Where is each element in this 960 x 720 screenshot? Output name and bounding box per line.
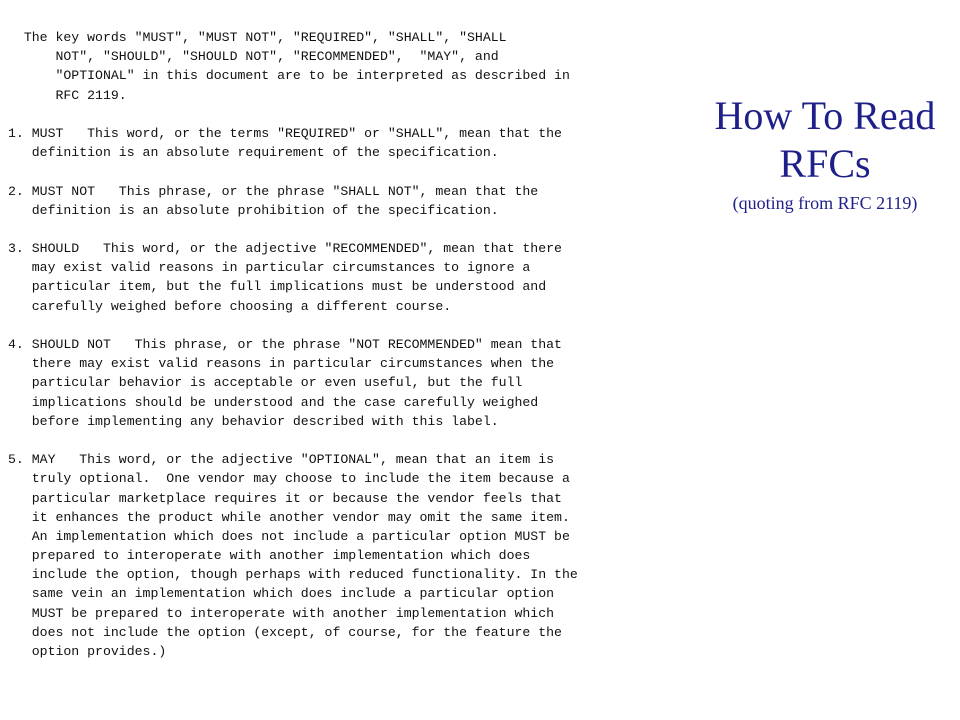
blank-line [8, 162, 718, 181]
blank-line [8, 105, 718, 124]
document-line: include the option, though perhaps with reduced functionality. In the [8, 567, 578, 583]
document-line: 2. MUST NOT This phrase, or the phrase "SHALL NOT", mean that the [8, 183, 539, 199]
document-line: MUST be prepared to interoperate with another implementation which [8, 605, 555, 621]
document-line: may exist valid reasons in particular circumstances to ignore a [8, 260, 531, 276]
rfc-2119-excerpt [8, 28, 718, 661]
document-line: prepared to interoperate with another implementation which does [8, 548, 531, 564]
document-line: 3. SHOULD This word, or the adjective "RECOMMENDED", mean that there [8, 241, 562, 257]
document-line: particular item, but the full implications must be understood and [8, 279, 547, 295]
document-line: particular marketplace requires it or because the vendor feels that [8, 490, 562, 506]
document-line: same vein an implementation which does include a particular option [8, 586, 555, 602]
document-line: NOT", "SHOULD", "SHOULD NOT", "RECOMMENDED", "MAY", and [8, 49, 499, 65]
document-line: implications should be understood and the case carefully weighed [8, 394, 539, 410]
blank-line [8, 316, 718, 335]
document-line: truly optional. One vendor may choose to include the item because a [8, 471, 570, 487]
document-line: particular behavior is acceptable or even useful, but the full [8, 375, 523, 391]
document-line: before implementing any behavior described with this label. [8, 413, 499, 429]
blank-line [8, 431, 718, 450]
document-line: 1. MUST This word, or the terms "REQUIRED" or "SHALL", mean that the [8, 125, 562, 141]
document-line: An implementation which does not include a particular option MUST be [8, 528, 570, 544]
document-line: option provides.) [8, 644, 167, 659]
document-line: "OPTIONAL" in this document are to be interpreted as described in [8, 68, 570, 84]
slide-title-line-1: How To Read [714, 93, 936, 138]
document-line: RFC 2119. [8, 87, 127, 103]
document-line: definition is an absolute prohibition of the specification. [8, 202, 499, 218]
document-line: carefully weighed before choosing a different course. [8, 298, 452, 314]
document-line: definition is an absolute requirement of the specification. [8, 145, 499, 161]
document-line: does not include the option (except, of course, for the feature the [8, 624, 562, 640]
slide-title-block [705, 92, 945, 214]
document-line: The key words "MUST", "MUST NOT", "REQUIRED", "SHALL", "SHALL [8, 30, 507, 45]
document-line: 5. MAY This word, or the adjective "OPTIONAL", mean that an item is [8, 452, 555, 468]
slide-subtitle: (quoting from RFC 2119) [732, 193, 918, 213]
document-line: it enhances the product while another vendor may omit the same item. [8, 509, 570, 525]
document-line: there may exist valid reasons in particular circumstances when the [8, 356, 555, 372]
document-line: 4. SHOULD NOT This phrase, or the phrase "NOT RECOMMENDED" mean that [8, 337, 562, 352]
slide-title-line-2: RFCs [779, 141, 871, 186]
blank-line [8, 220, 718, 239]
